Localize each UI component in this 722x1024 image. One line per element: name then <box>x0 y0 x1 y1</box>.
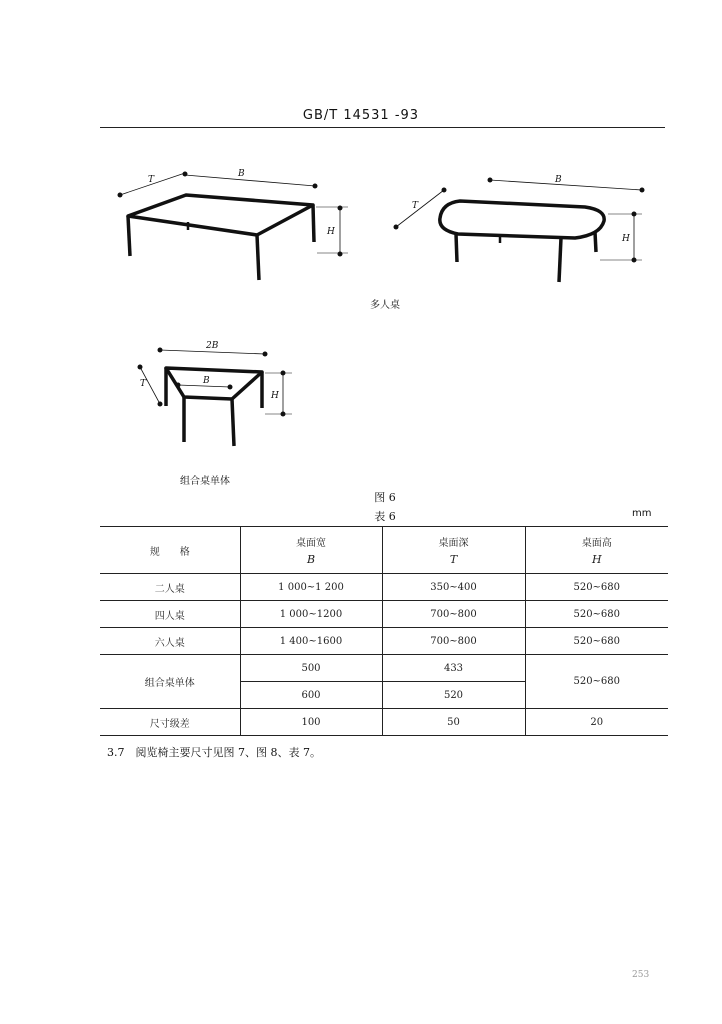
cell-width: 100 <box>240 709 382 736</box>
label-multi-person-table: 多人桌 <box>370 300 400 311</box>
dim-T-combo: T <box>140 379 147 389</box>
header-height: 桌面高 H <box>525 527 668 574</box>
header-spec: 规 格 <box>100 527 240 574</box>
cell-height: 20 <box>525 709 668 736</box>
cell-spec: 尺寸级差 <box>100 709 240 736</box>
cell-width: 600 <box>240 682 382 709</box>
dim-T-oval: T <box>412 201 419 211</box>
cell-width: 1 000~1 200 <box>240 574 382 601</box>
cell-width: 1 400~1600 <box>240 628 382 655</box>
header-depth: 桌面深 T <box>382 527 525 574</box>
table-row <box>100 628 668 655</box>
oval-table-drawing <box>396 180 642 282</box>
table-6 <box>100 526 668 736</box>
table-unit: mm <box>632 508 652 519</box>
label-combination-unit: 组合桌单体 <box>180 476 230 487</box>
table-header-row <box>100 527 668 574</box>
dim-B-rect: B <box>238 169 245 179</box>
cell-width: 1 000~1200 <box>240 601 382 628</box>
cell-height: 520~680 <box>525 655 668 709</box>
page-number: 253 <box>632 970 650 980</box>
table-row <box>100 574 668 601</box>
combo-table-drawing <box>140 350 292 446</box>
cell-depth: 700~800 <box>382 601 525 628</box>
section-paragraph: 3.7 阅览椅主要尺寸见图 7、图 8、表 7。 <box>107 746 321 759</box>
figure-caption: 图 6 <box>374 491 396 504</box>
standard-header: GB/T 14531 -93 <box>302 108 420 123</box>
cell-depth: 50 <box>382 709 525 736</box>
dim-2B-combo: 2B <box>206 341 219 351</box>
cell-depth: 433 <box>382 655 525 682</box>
figure-6 <box>0 0 722 500</box>
cell-depth: 700~800 <box>382 628 525 655</box>
cell-height: 520~680 <box>525 628 668 655</box>
cell-depth: 520 <box>382 682 525 709</box>
cell-height: 520~680 <box>525 574 668 601</box>
cell-spec: 四人桌 <box>100 601 240 628</box>
cell-width: 500 <box>240 655 382 682</box>
rect-table-drawing <box>120 173 348 280</box>
dim-H-oval: H <box>622 234 630 244</box>
cell-spec: 二人桌 <box>100 574 240 601</box>
dim-H-rect: H <box>327 227 335 237</box>
dim-T-rect: T <box>148 175 155 185</box>
cell-height: 520~680 <box>525 601 668 628</box>
dim-B-combo: B <box>203 376 210 386</box>
table-row <box>100 709 668 736</box>
table-row <box>100 655 668 682</box>
header-width: 桌面宽 B <box>240 527 382 574</box>
dim-H-combo: H <box>271 391 279 401</box>
table-caption: 表 6 <box>374 510 396 523</box>
dim-B-oval: B <box>555 175 562 185</box>
cell-spec: 六人桌 <box>100 628 240 655</box>
cell-depth: 350~400 <box>382 574 525 601</box>
cell-spec: 组合桌单体 <box>100 655 240 709</box>
table-row <box>100 601 668 628</box>
